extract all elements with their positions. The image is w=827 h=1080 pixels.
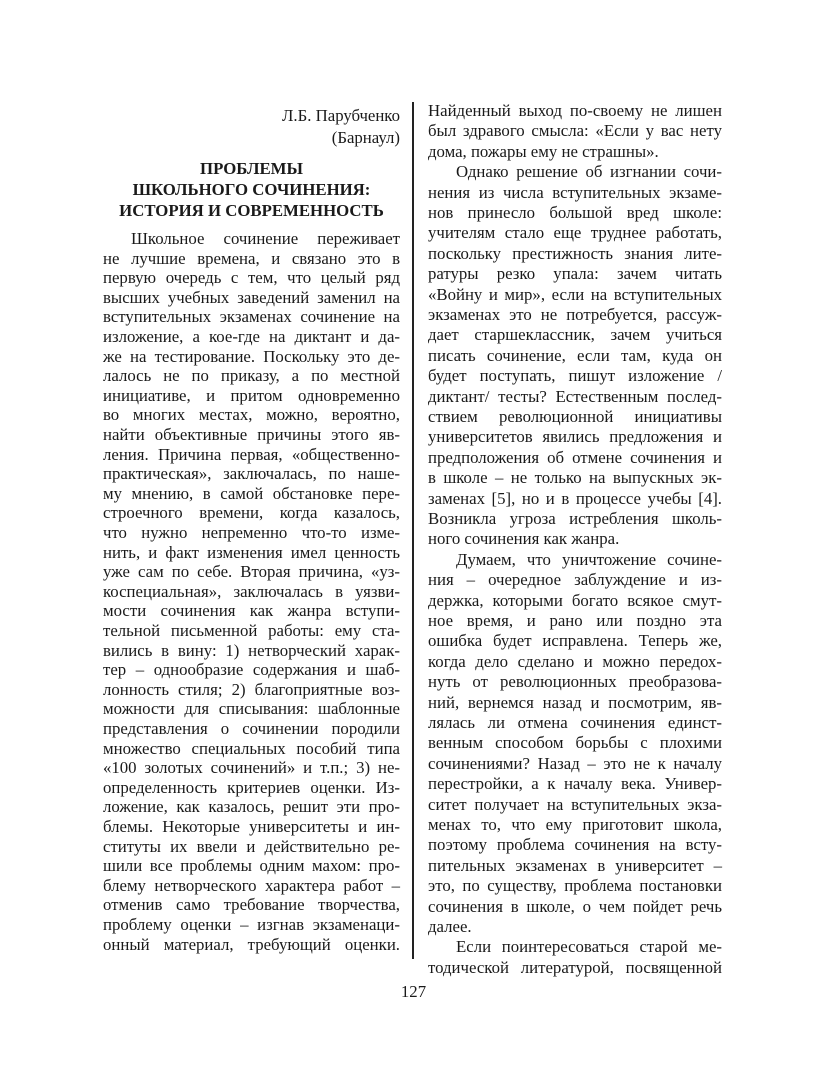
text-line: Найденный выход по-своему не лишен bbox=[428, 101, 722, 120]
text-line: во многих местах, можно, вероятно, bbox=[103, 405, 400, 425]
text-line: экзаменах это не потребуется, рассуж- bbox=[428, 305, 722, 324]
text-line: определенность критериев оценки. Из- bbox=[103, 777, 400, 797]
text-line: найти объективные причины этого яв- bbox=[103, 425, 400, 444]
text-line: тер – однообразие содержания и шаб- bbox=[103, 660, 400, 680]
text-line: учителям стало еще труднее работать, bbox=[428, 223, 722, 243]
text-line: менах то, что ему приготовит школа, bbox=[428, 815, 722, 834]
text-line: ний, вернемся назад и посмотрим, яв- bbox=[428, 692, 722, 712]
text-line: ствием революционной инициативы bbox=[428, 407, 722, 426]
text-line: вступительных экзаменах сочинение на bbox=[103, 307, 400, 327]
text-line: ного сочинения как жанра. bbox=[428, 529, 620, 549]
text-line: сочинения в школе, о чем пойдет речь bbox=[428, 896, 722, 916]
text-line: лалось не по приказу, а по местной bbox=[103, 366, 400, 386]
text-line: нуть от революционных преобразова- bbox=[428, 672, 722, 692]
text-line: «100 золотых сочинений» и т.п.; 3) не- bbox=[103, 758, 400, 778]
text-line: мости сочинения как жанра вступи- bbox=[103, 601, 400, 621]
text-line: изложение, а кое-где на диктант и да- bbox=[103, 327, 400, 346]
text-line: перестройки, а к началу века. Универ- bbox=[428, 774, 722, 794]
author-name: Л.Б. Парубченко bbox=[282, 106, 400, 125]
article-title-line: ИСТОРИЯ И СОВРЕМЕННОСТЬ bbox=[119, 201, 384, 220]
text-line: лонность стиля; 2) благоприятные воз- bbox=[103, 679, 400, 699]
text-line: сочинениями? Назад – это не к началу bbox=[428, 753, 722, 773]
text-line: когда дело сделано и можно передох- bbox=[428, 651, 722, 671]
text-line: коспециальная», заключалась в уязви- bbox=[103, 581, 400, 601]
text-line: же на тестирование. Поскольку это де- bbox=[103, 346, 400, 366]
page-number: 127 bbox=[400, 982, 427, 1001]
text-line: Школьное сочинение переживает bbox=[131, 229, 400, 248]
text-line: что нужно непременно что-то изме- bbox=[103, 523, 400, 542]
text-line: представления о сочинении породили bbox=[103, 719, 400, 738]
text-line: «Войну и мир», если на вступительных bbox=[428, 284, 722, 304]
text-line: нения из числа вступительных экзаме- bbox=[428, 182, 722, 202]
text-line: Однако решение об изгнании сочи- bbox=[456, 162, 722, 182]
text-line: не лучшие времена, и связано это в bbox=[103, 248, 400, 268]
text-line: вились в вину: 1) нетворческий харак- bbox=[103, 640, 400, 660]
text-line: пительных экзаменах в университет – bbox=[428, 855, 722, 875]
text-line: будет поступать, пишут изложение / bbox=[428, 366, 722, 386]
text-line: проблему оценки – изгнав экзаменаци- bbox=[103, 915, 400, 934]
text-line: инициативе, и притом одновременно bbox=[103, 385, 400, 405]
text-line: венным способом борьбы с плохими bbox=[428, 733, 722, 753]
text-line: нить, и факт изменения имел ценность bbox=[103, 542, 400, 562]
text-line: ошибка будет исправлена. Теперь же, bbox=[428, 631, 722, 651]
text-line: онный материал, требующий оценки. bbox=[103, 934, 400, 954]
text-line: шили все проблемы одним махом: про- bbox=[103, 856, 400, 876]
text-line: лялась ли отмена сочинения единст- bbox=[428, 713, 722, 732]
text-line: поэтому проблема сочинения на всту- bbox=[428, 835, 722, 855]
text-line: высших учебных заведений заменил на bbox=[103, 287, 400, 307]
text-line: му мнению, в самой обстановке пере- bbox=[103, 483, 400, 503]
text-line: в школе – не только на выпускных эк- bbox=[428, 468, 722, 488]
author-city: (Барнаул) bbox=[331, 128, 400, 147]
text-line: ложение, как казалось, решит эти про- bbox=[103, 797, 400, 817]
text-line: заменах [5], но и в процессе учебы [4]. bbox=[428, 488, 722, 508]
text-line: нов принесло большой вред школе: bbox=[428, 203, 722, 222]
text-line: Если поинтересоваться старой ме- bbox=[456, 937, 722, 957]
text-line: уже сам по себе. Вторая причина, «уз- bbox=[103, 562, 400, 582]
text-line: университетов явились предложения и bbox=[428, 427, 722, 447]
text-line: ления. Причина первая, «общественно- bbox=[103, 444, 400, 464]
text-line: ституты их ввели и действительно ре- bbox=[103, 836, 400, 856]
text-line: первую очередь с тем, что целый ряд bbox=[103, 268, 400, 288]
column-divider bbox=[412, 102, 414, 959]
text-line: предположения об отмене сочинения и bbox=[428, 447, 722, 467]
text-line: был здравого смысла: «Если у вас нету bbox=[428, 121, 722, 141]
text-line: множество специальных пособий типа bbox=[103, 738, 400, 758]
text-line: далее. bbox=[428, 917, 472, 936]
text-line: Возникла угроза истребления школь- bbox=[428, 509, 722, 528]
text-line: дома, пожары ему не страшны». bbox=[428, 141, 659, 161]
text-line: практическая», заключалась, по наше- bbox=[103, 464, 400, 484]
text-line: блемы. Некоторые университеты и ин- bbox=[103, 817, 400, 836]
text-line: ратуры резко упала: зачем читать bbox=[428, 264, 722, 284]
text-line: строечного времени, когда казалось, bbox=[103, 503, 400, 523]
text-line: диктант/ тесты? Естественным послед- bbox=[428, 386, 722, 406]
text-line: Думаем, что уничтожение сочине- bbox=[456, 549, 722, 569]
text-line: ное время, и рано или поздно эта bbox=[428, 611, 722, 630]
text-line: можности для списывания: шаблонные bbox=[103, 699, 400, 719]
text-line: отменив само требование творчества, bbox=[103, 895, 400, 915]
text-line: ния – очередное заблуждение и из- bbox=[428, 570, 722, 590]
article-title-line: ПРОБЛЕМЫ bbox=[200, 159, 303, 178]
text-line: писать сочинение, если там, куда он bbox=[428, 345, 722, 365]
text-line: дает старшеклассник, зачем учиться bbox=[428, 325, 722, 345]
text-line: тодической литературой, посвященной bbox=[428, 957, 722, 977]
text-line: тельной письменной работы: ему ста- bbox=[103, 621, 400, 640]
article-title-line: ШКОЛЬНОГО СОЧИНЕНИЯ: bbox=[132, 180, 371, 199]
text-line: это, по существу, проблема постановки bbox=[428, 876, 722, 896]
text-line: блему нетворческого характера работ – bbox=[103, 875, 400, 895]
text-line: поскольку престижность знания лите- bbox=[428, 243, 722, 263]
text-line: держка, которыми богато всякое смут- bbox=[428, 590, 722, 610]
text-line: ситет получает на вступительных экза- bbox=[428, 794, 722, 814]
